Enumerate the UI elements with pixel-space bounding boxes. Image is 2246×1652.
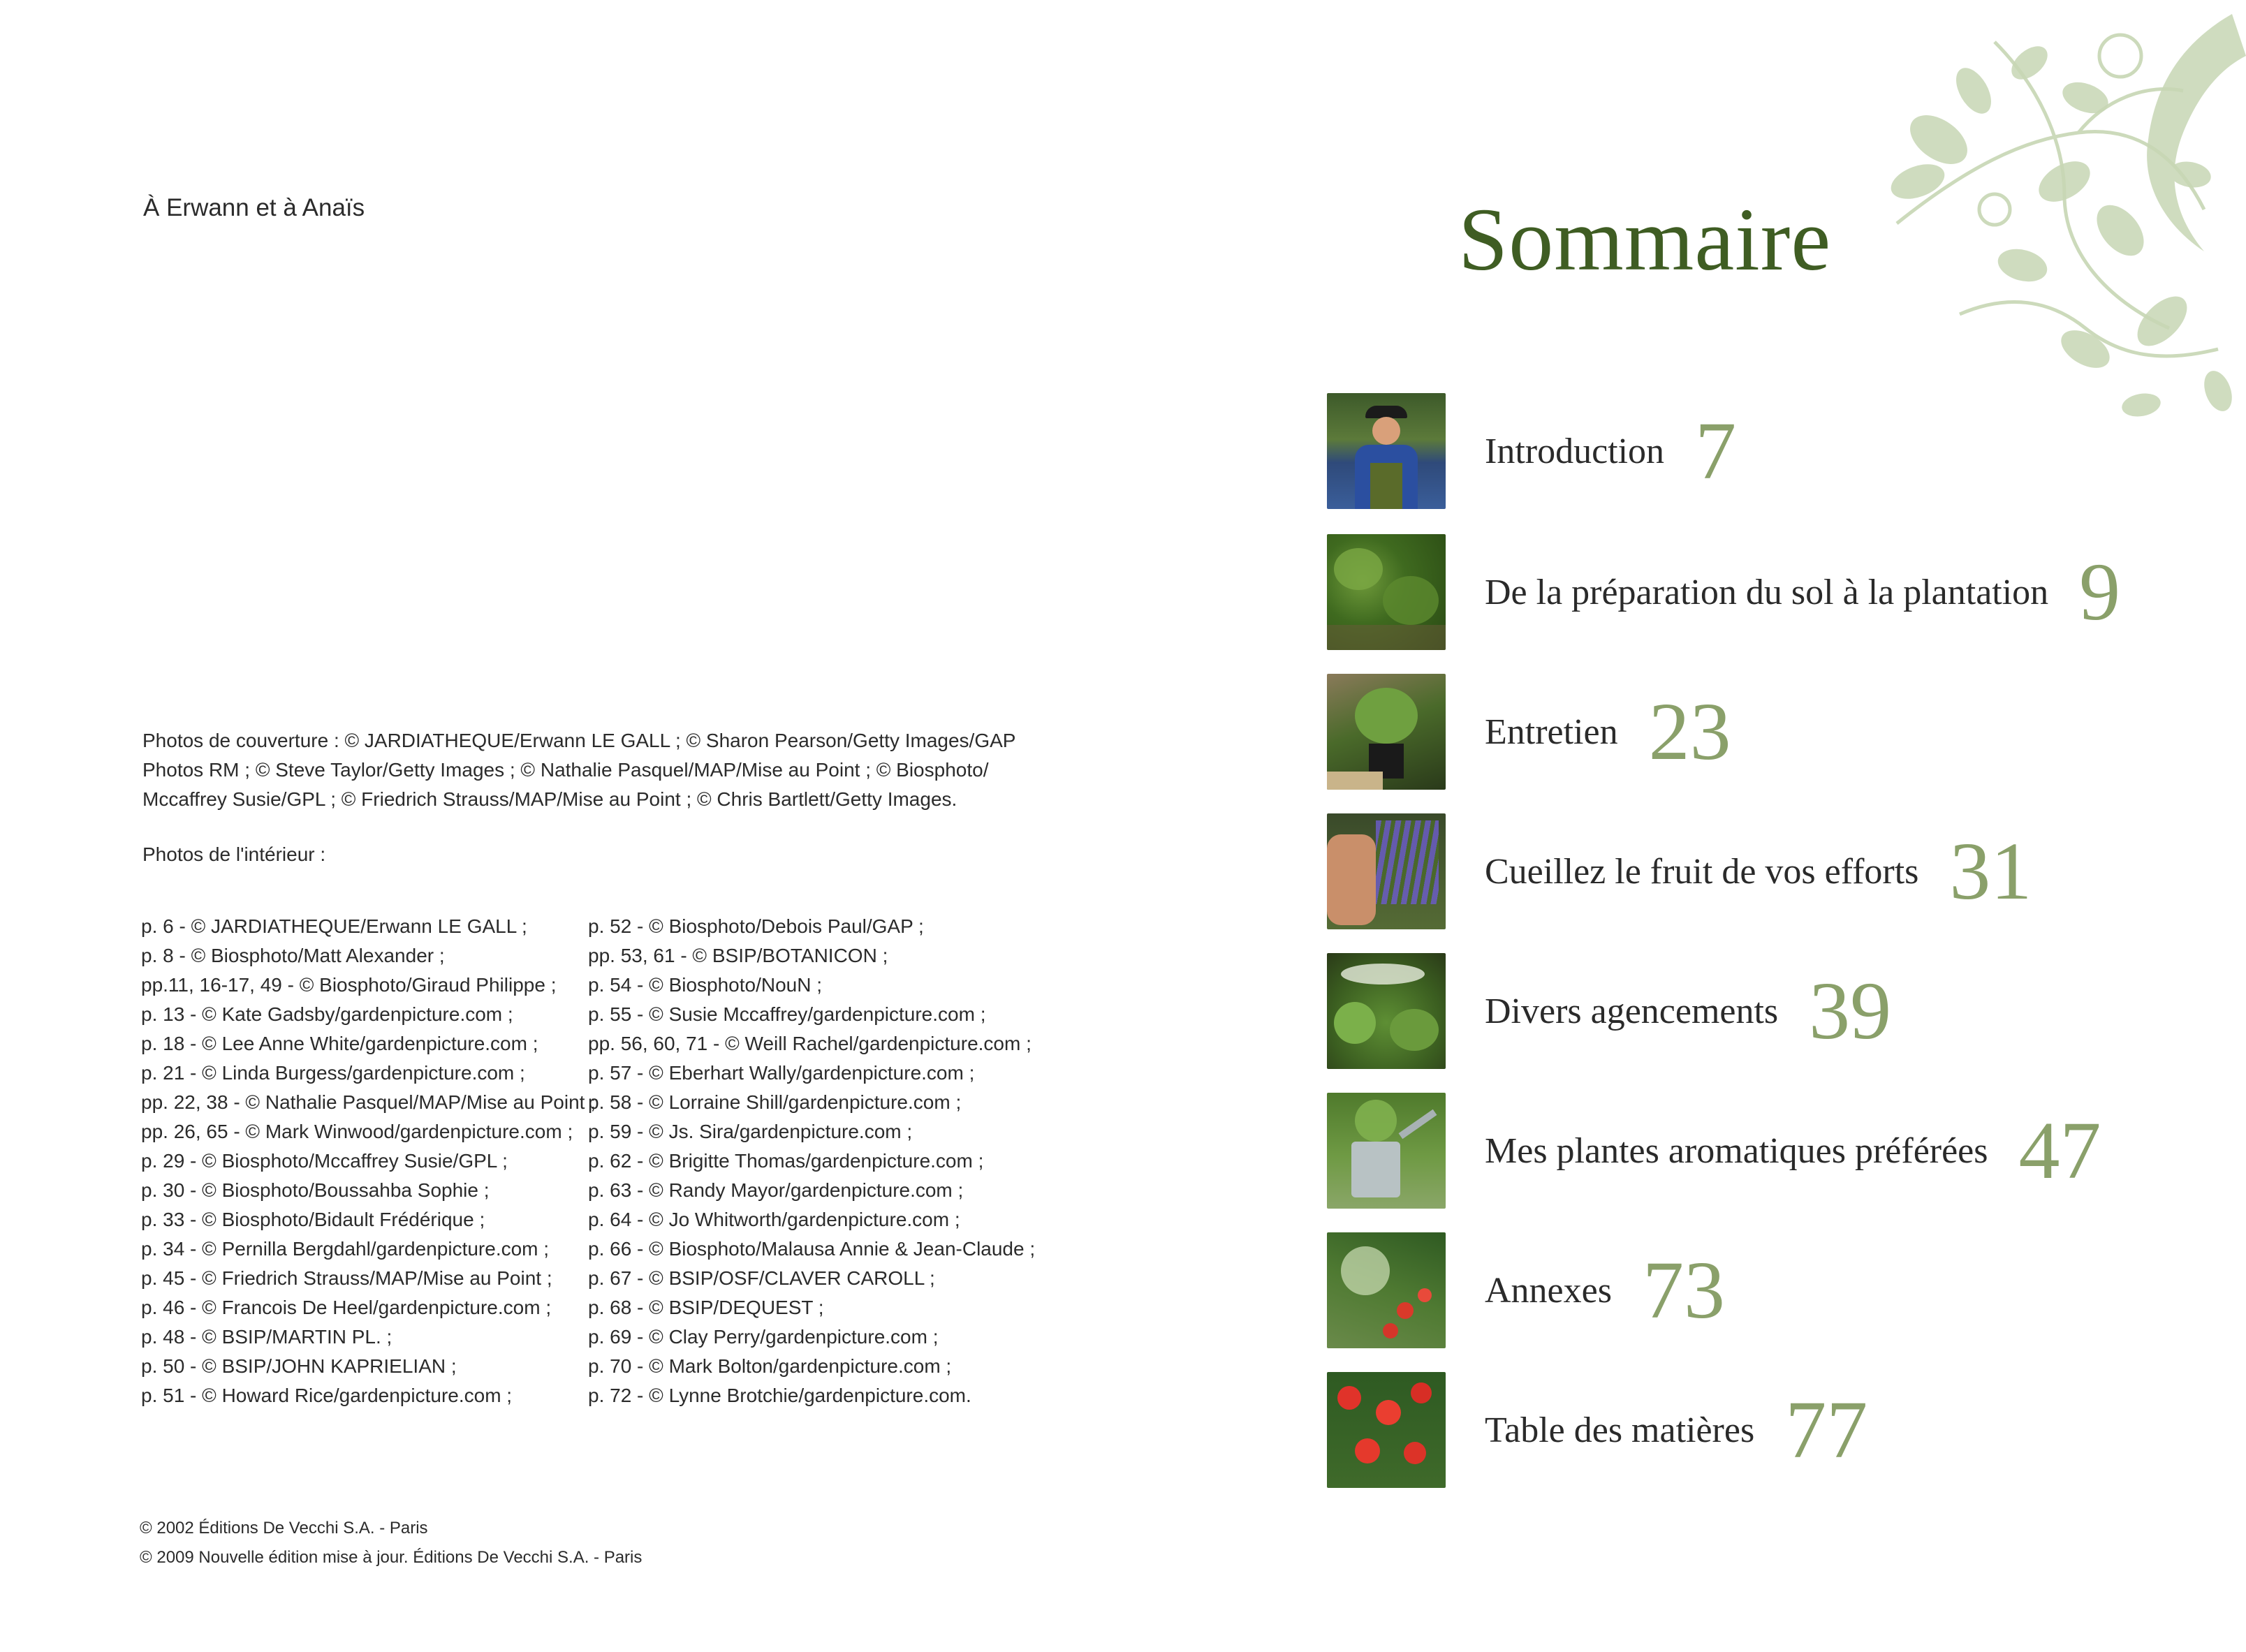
toc-item-agencements[interactable]	[1327, 953, 2246, 1069]
toc-label: Introduction	[1485, 431, 1665, 471]
credit-line: p. 62 - © Brigitte Thomas/gardenpicture.com ;	[588, 1150, 984, 1172]
cover-photo-credits	[142, 726, 1050, 814]
page-title: Sommaire	[1458, 190, 1832, 289]
credit-line: p. 54 - © Biosphoto/NouN ;	[588, 974, 823, 996]
toc-item-plantes-aromatiques[interactable]	[1327, 1093, 2246, 1209]
toc-label: De la préparation du sol à la plantation	[1485, 572, 2049, 612]
potted-plant-photo	[1327, 674, 1446, 790]
credit-line: p. 57 - © Eberhart Wally/gardenpicture.com ;	[588, 1062, 975, 1084]
credit-line: p. 8 - © Biosphoto/Matt Alexander ;	[141, 945, 445, 966]
credit-line: p. 45 - © Friedrich Strauss/MAP/Mise au Point ;	[141, 1267, 552, 1289]
copyright-line: © 2009 Nouvelle édition mise à jour. Éditions De Vecchi S.A. - Paris	[140, 1548, 643, 1567]
credit-line: p. 64 - © Jo Whitworth/gardenpicture.com ;	[588, 1209, 960, 1230]
credit-line: p. 68 - © BSIP/DEQUEST ;	[588, 1297, 824, 1318]
toc-page-number: 73	[1642, 1244, 1725, 1336]
herb-bed-photo	[1327, 953, 1446, 1069]
interior-photos-label: Photos de l'intérieur :	[142, 843, 326, 865]
toc-item-introduction[interactable]	[1327, 393, 2246, 509]
credit-line: p. 70 - © Mark Bolton/gardenpicture.com ;	[588, 1355, 952, 1377]
toc-page-number: 39	[1809, 965, 1892, 1056]
toc-label: Mes plantes aromatiques préférées	[1485, 1130, 1988, 1171]
cover-credit-line: Mccaffrey Susie/GPL ; © Friedrich Strauss/MAP/Mise au Point ; © Chris Bartlett/Getty Images.	[142, 788, 957, 810]
interior-credits-column-2	[588, 912, 1035, 1410]
credit-line: p. 21 - © Linda Burgess/gardenpicture.com ;	[141, 1062, 525, 1084]
flowers-border-photo	[1327, 1232, 1446, 1348]
toc-item-entretien[interactable]	[1327, 674, 2246, 790]
credit-line: p. 52 - © Biosphoto/Debois Paul/GAP ;	[588, 915, 924, 937]
toc-label: Cueillez le fruit de vos efforts	[1485, 851, 1919, 892]
lavender-harvest-photo	[1327, 813, 1446, 929]
toc-item-table-des-matieres[interactable]	[1327, 1372, 2246, 1488]
toc-label: Annexes	[1485, 1270, 1612, 1311]
cover-credit-line: Photos de couverture : © JARDIATHEQUE/Erwann LE GALL ; © Sharon Pearson/Getty Images/GAP	[142, 730, 1016, 751]
credit-line: pp. 22, 38 - © Nathalie Pasquel/MAP/Mise au Point ;	[141, 1091, 596, 1113]
credit-line: p. 58 - © Lorraine Shill/gardenpicture.com ;	[588, 1091, 962, 1113]
credit-line: p. 6 - © JARDIATHEQUE/Erwann LE GALL ;	[141, 915, 527, 937]
credit-line: p. 59 - © Js. Sira/gardenpicture.com ;	[588, 1121, 913, 1142]
credit-line: p. 63 - © Randy Mayor/gardenpicture.com ;	[588, 1179, 964, 1201]
interior-credits-column-1	[141, 912, 596, 1410]
toc-page-number: 77	[1785, 1384, 1868, 1475]
table-of-contents	[1327, 0, 2246, 1652]
toc-page-number: 31	[1949, 825, 2032, 917]
gardener-photo	[1327, 393, 1446, 509]
credit-line: pp.11, 16-17, 49 - © Biosphoto/Giraud Philippe ;	[141, 974, 557, 996]
copyright-notice	[140, 1514, 642, 1572]
copyright-line: © 2002 Éditions De Vecchi S.A. - Paris	[140, 1519, 428, 1537]
credit-line: p. 67 - © BSIP/OSF/CLAVER CAROLL ;	[588, 1267, 935, 1289]
credit-line: p. 50 - © BSIP/JOHN KAPRIELIAN ;	[141, 1355, 457, 1377]
toc-item-annexes[interactable]	[1327, 1232, 2246, 1348]
herbs-photo	[1327, 534, 1446, 650]
credit-line: p. 33 - © Biosphoto/Bidault Frédérique ;	[141, 1209, 485, 1230]
right-page	[1123, 0, 2246, 1652]
credit-line: p. 55 - © Susie Mccaffrey/gardenpicture.com ;	[588, 1003, 986, 1025]
cover-credit-line: Photos RM ; © Steve Taylor/Getty Images ; © Nathalie Pasquel/MAP/Mise au Point ; © Biosphoto/	[142, 759, 989, 781]
toc-label: Table des matières	[1485, 1410, 1755, 1450]
credit-line: pp. 26, 65 - © Mark Winwood/gardenpicture.com ;	[141, 1121, 573, 1142]
credit-line: p. 51 - © Howard Rice/gardenpicture.com ;	[141, 1385, 513, 1406]
watering-can-photo	[1327, 1093, 1446, 1209]
credit-line: p. 69 - © Clay Perry/gardenpicture.com ;	[588, 1326, 939, 1348]
credit-line: p. 13 - © Kate Gadsby/gardenpicture.com ;	[141, 1003, 513, 1025]
credit-line: p. 34 - © Pernilla Bergdahl/gardenpicture.com ;	[141, 1238, 550, 1260]
red-flowers-photo	[1327, 1372, 1446, 1488]
credit-line: p. 48 - © BSIP/MARTIN PL. ;	[141, 1326, 392, 1348]
toc-item-preparation[interactable]	[1327, 534, 2246, 650]
credit-line: p. 30 - © Biosphoto/Boussahba Sophie ;	[141, 1179, 490, 1201]
toc-item-cueillez[interactable]	[1327, 813, 2246, 929]
toc-page-number: 9	[2079, 546, 2121, 637]
credit-line: p. 29 - © Biosphoto/Mccaffrey Susie/GPL ;	[141, 1150, 508, 1172]
credit-line: p. 72 - © Lynne Brotchie/gardenpicture.com.	[588, 1385, 971, 1406]
toc-page-number: 7	[1695, 405, 1737, 496]
toc-page-number: 47	[2018, 1105, 2101, 1196]
toc-label: Divers agencements	[1485, 991, 1779, 1031]
toc-label: Entretien	[1485, 711, 1618, 752]
dedication: À Erwann et à Anaïs	[143, 194, 365, 221]
credit-line: pp. 53, 61 - © BSIP/BOTANICON ;	[588, 945, 888, 966]
toc-page-number: 23	[1648, 686, 1731, 777]
credit-line: pp. 56, 60, 71 - © Weill Rachel/gardenpicture.com ;	[588, 1033, 1032, 1054]
credit-line: p. 46 - © Francois De Heel/gardenpicture.com ;	[141, 1297, 552, 1318]
credit-line: p. 18 - © Lee Anne White/gardenpicture.com ;	[141, 1033, 538, 1054]
credit-line: p. 66 - © Biosphoto/Malausa Annie & Jean-Claude ;	[588, 1238, 1036, 1260]
